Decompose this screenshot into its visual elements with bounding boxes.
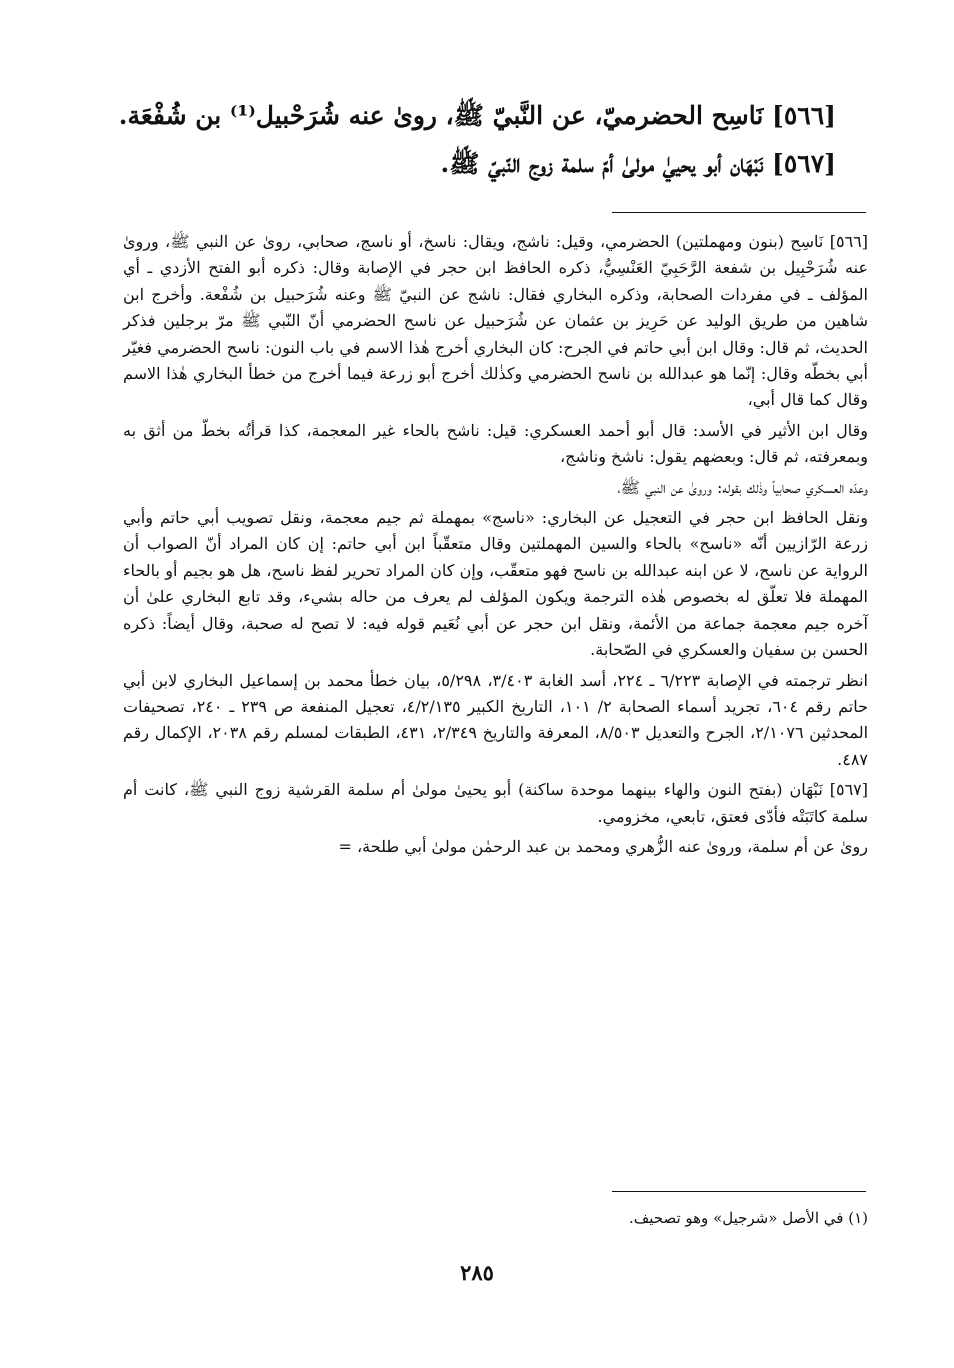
commentary-566-ibn-hajar: ونقل الحافظ ابن حجر في التعجيل عن البخاري: «ناسج» بمهملة ثم جيم معجمة، ونقل تصويب أبي حاتم وأبي زرعة الرّازيين أنّه «ناسح» بالحاء والسين المهملتين وقال متعقّباً ابن أبي حاتم: إن كان المراد أنّ الصواب أن الرواية عن ناسح، لا عن ابنه عبدالله بن ناسح فهو متعقّب، وإن كان المراد تحرير لفظ ناسح، هل هو بجيم أو بالحاء المهملة فلا تعلّق له بخصوص هٰذه الترجمة ويكون المؤلف لم يعرف من حاله بشيء، وقد تابع البخاري علىٰ أن آخره جيم معجمة جماعة من الأئمة، ونقل ابن حجر عن أبي نُعَيم قوله فيه: لا تصح له صحبة، وقال أيضاً: ذكره الحسن بن سفيان والعسكري في الصّحابة.	[123, 508, 869, 660]
page-number: ٢٨٥	[460, 1260, 494, 1285]
main-entry-566: [٥٦٦] نَاسِح الحضرميّ، عن النَّبيّ ﷺ، روىٰ عنه شُرَحْبيل⁽¹⁾ بن شُفْعَة.	[118, 101, 836, 130]
commentary-566-references: انظر ترجمته في الإصابة ٦/٢٢٣ ـ ٢٢٤، أسد الغابة ٣/٤٠٣، ٥/٢٩٨، بيان خطأ محمد بن إسماعيل البخاري لابن أبي حاتم رقم ٦٠٤، تجريد أسماء الصحابة ٢/ ١٠١، التاريخ الكبير ٤/٢/١٣٥، تعجيل المنفعة ص ٢٣٩ ـ ٢٤٠، تصحيفات المحدثين ٢/١٠٧٦، الجرح والتعديل ٨/٥٠٣، المعرفة والتاريخ ٢/٣٤٩، ٤٣١، الطبقات لمسلم رقم ٢٠٣٨، الإكمال رقم ٤٨٧.	[123, 670, 869, 769]
commentary-567-narrators: روىٰ عن أم سلمة، وروىٰ عنه الزُّهري ومحمد بن عبد الرحمٰن مولىٰ أبي طلحة، =	[338, 836, 868, 856]
commentary-section	[123, 229, 868, 864]
main-entries	[76, 92, 836, 188]
commentary-566-intro: [٥٦٦] نَاسِح (بنون ومهملتين) الحضرمي، وقيل: ناشج، ويقال: ناسخ، أو ناسج، صحابي، روىٰ عن النبي ﷺ، وروىٰ عنه شُرَحْبِيل بن شفعة الرَّحَبِيّ العَنْسِيُّ، ذكره الحافظ ابن حجر في الإصابة وقال: ذكره أبو الفتح الأزدي ـ أي المؤلف ـ في مفردات الصحابة، وذكره البخاري فقال: ناشج عن النبيّ ﷺ وعنه شُرَحبيل بن شُفْعة. وأخرج ابن شاهين من طريق الوليد عن حَرِيز بن عثمان عن شُرَحبيل عن ناسح الحضرمي أنّ النّبي ﷺ مرّ برجلين فذكر الحديث، ثم قال: وقال ابن أبي حاتم في الجرح: كان البخاري أخرج هٰذا الاسم في باب النون: ناسح الحضرمي فغيّر أبي بخطّه وقال: إنّما هو عبدالله بن ناسح الحضرمي وكذٰلك أخرج أبو زرعة فيما أخرج من خطأ البخاري هٰذا الاسم وقال كما قال أبي،	[123, 232, 869, 410]
footnote: (١) في الأصل «شرجيل» وهو تصحيف.	[628, 1209, 868, 1227]
top-separator-line	[612, 212, 866, 213]
main-entry-567: [٥٦٧] نَبْهَان أبو يحييٰ مولىٰ أمّ سلمة زوج النّبيّ ﷺ.	[440, 149, 836, 178]
footnote-separator-line	[612, 1191, 866, 1192]
commentary-567-intro: [٥٦٧] نَبْهَان (بفتح النون والهاء بينهما موحدة ساكنة) أبو يحيىٰ مولىٰ أم سلمة القرشية زوج النبي ﷺ، كانت أم سلمة كاتَبَتْه فأدّى فعتق، تابعي، مخزومي.	[123, 780, 868, 826]
commentary-566-askari: وعدّه العسكري صحابياً وذٰلك بقوله: وروىٰ عن النبي ﷺ،	[617, 477, 868, 497]
commentary-566-ibn-athir: وقال ابن الأثير في الأسد: قال أبو أحمد العسكري: قيل: ناشح بالحاء غير المعجمة، كذا قرأتُه بخطّ من أثق به وبمعرفته، ثم قال: وبعضهم يقول: ناشخ وناشج،	[123, 420, 868, 467]
